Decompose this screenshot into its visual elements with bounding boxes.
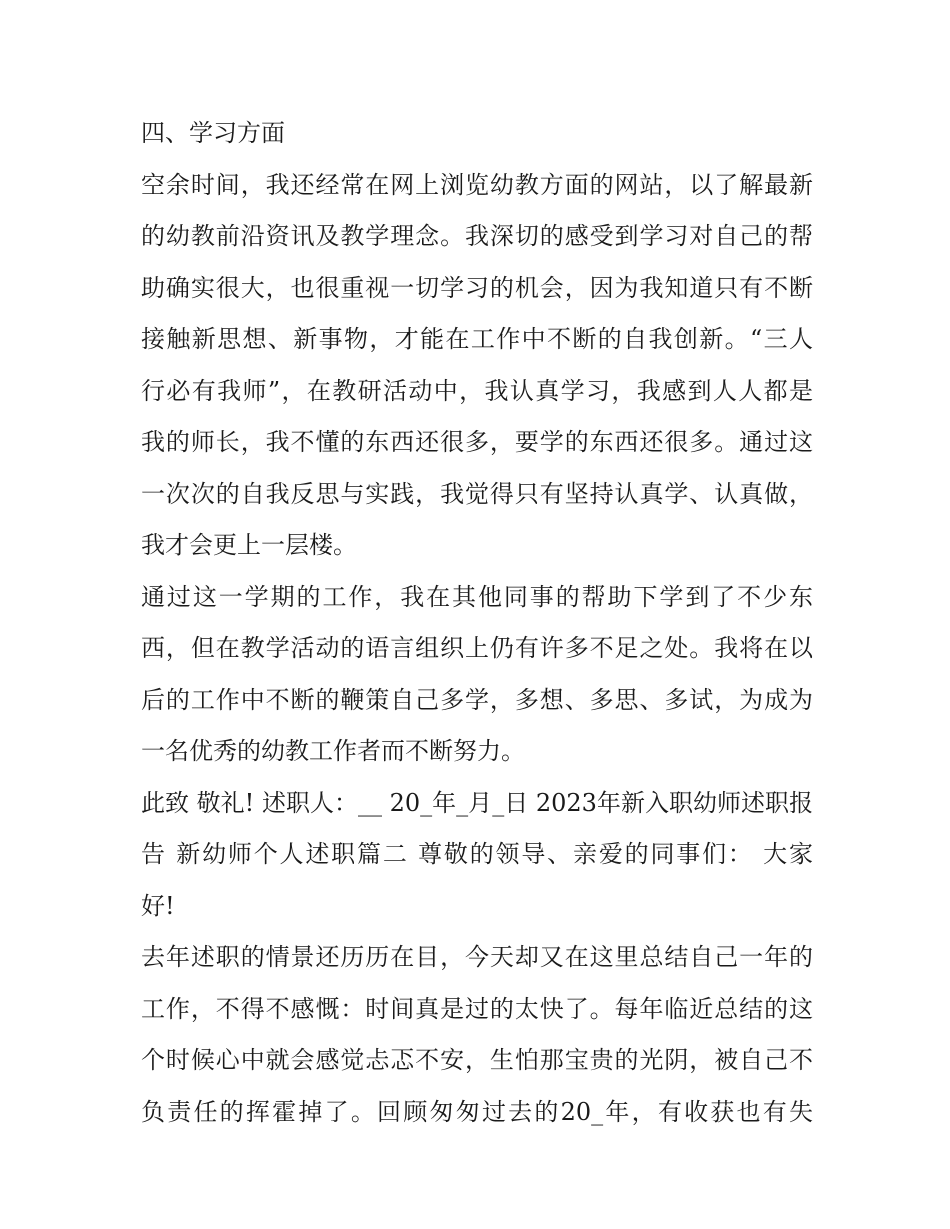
paragraph-line: 我的师长，我不懂的东西还很多，要学的东西还很多。通过这 (141, 428, 813, 456)
paragraph-closing (141, 778, 813, 933)
paragraph-line: 个时候心中就会感觉忐忑不安，生怕那宝贵的光阴，被自己不 (141, 1046, 813, 1074)
paragraph-line: 西，但在教学活动的语言组织上仍有许多不足之处。我将在以 (141, 634, 813, 662)
paragraph-line: 助确实很大，也很重视一切学习的机会，因为我知道只有不断 (141, 273, 813, 302)
paragraph-line: 告 新幼师个人述职篇二 尊敬的领导、亲爱的同事们： 大家 (141, 840, 813, 868)
paragraph-line: 空余时间，我还经常在网上浏览幼教方面的网站，以了解最新 (141, 170, 813, 199)
paragraph-line: 此致 敬礼! 述职人：__ 20_年_月_日 2023年新入职幼师述职报 (141, 788, 813, 817)
paragraph-line: 我才会更上一层楼。 (141, 531, 357, 559)
paragraph-line: 工作，不得不感慨：时间真是过的太快了。每年临近总结的这 (141, 994, 813, 1023)
paragraph-line: 好! (141, 891, 175, 920)
paragraph-line: 通过这一学期的工作，我在其他同事的帮助下学到了不少东 (141, 582, 813, 611)
paragraph-line: 一次次的自我反思与实践，我觉得只有坚持认真学、认真做， (141, 479, 813, 508)
paragraph-study (141, 160, 813, 572)
document-body (141, 108, 813, 1138)
paragraph-line: 接触新思想、新事物，才能在工作中不断的自我创新。“三人 (141, 325, 813, 353)
paragraph-summary (141, 572, 813, 778)
paragraph-line: 去年述职的情景还历历在目，今天却又在这里总结自己一年的 (141, 943, 813, 971)
section-heading: 四、学习方面 (141, 119, 285, 147)
paragraph-line: 一名优秀的幼教工作者而不断努力。 (141, 737, 525, 765)
paragraph-line: 后的工作中不断的鞭策自己多学，多想、多思、多试，为成为 (141, 685, 813, 714)
paragraph-line: 行必有我师”，在教研活动中，我认真学习，我感到人人都是 (141, 376, 813, 405)
paragraph-review (141, 932, 813, 1138)
paragraph-line: 负责任的挥霍掉了。回顾匆匆过去的20_年，有收获也有失 (141, 1097, 813, 1126)
paragraph-line: 的幼教前沿资讯及教学理念。我深切的感受到学习对自己的帮 (141, 222, 813, 250)
